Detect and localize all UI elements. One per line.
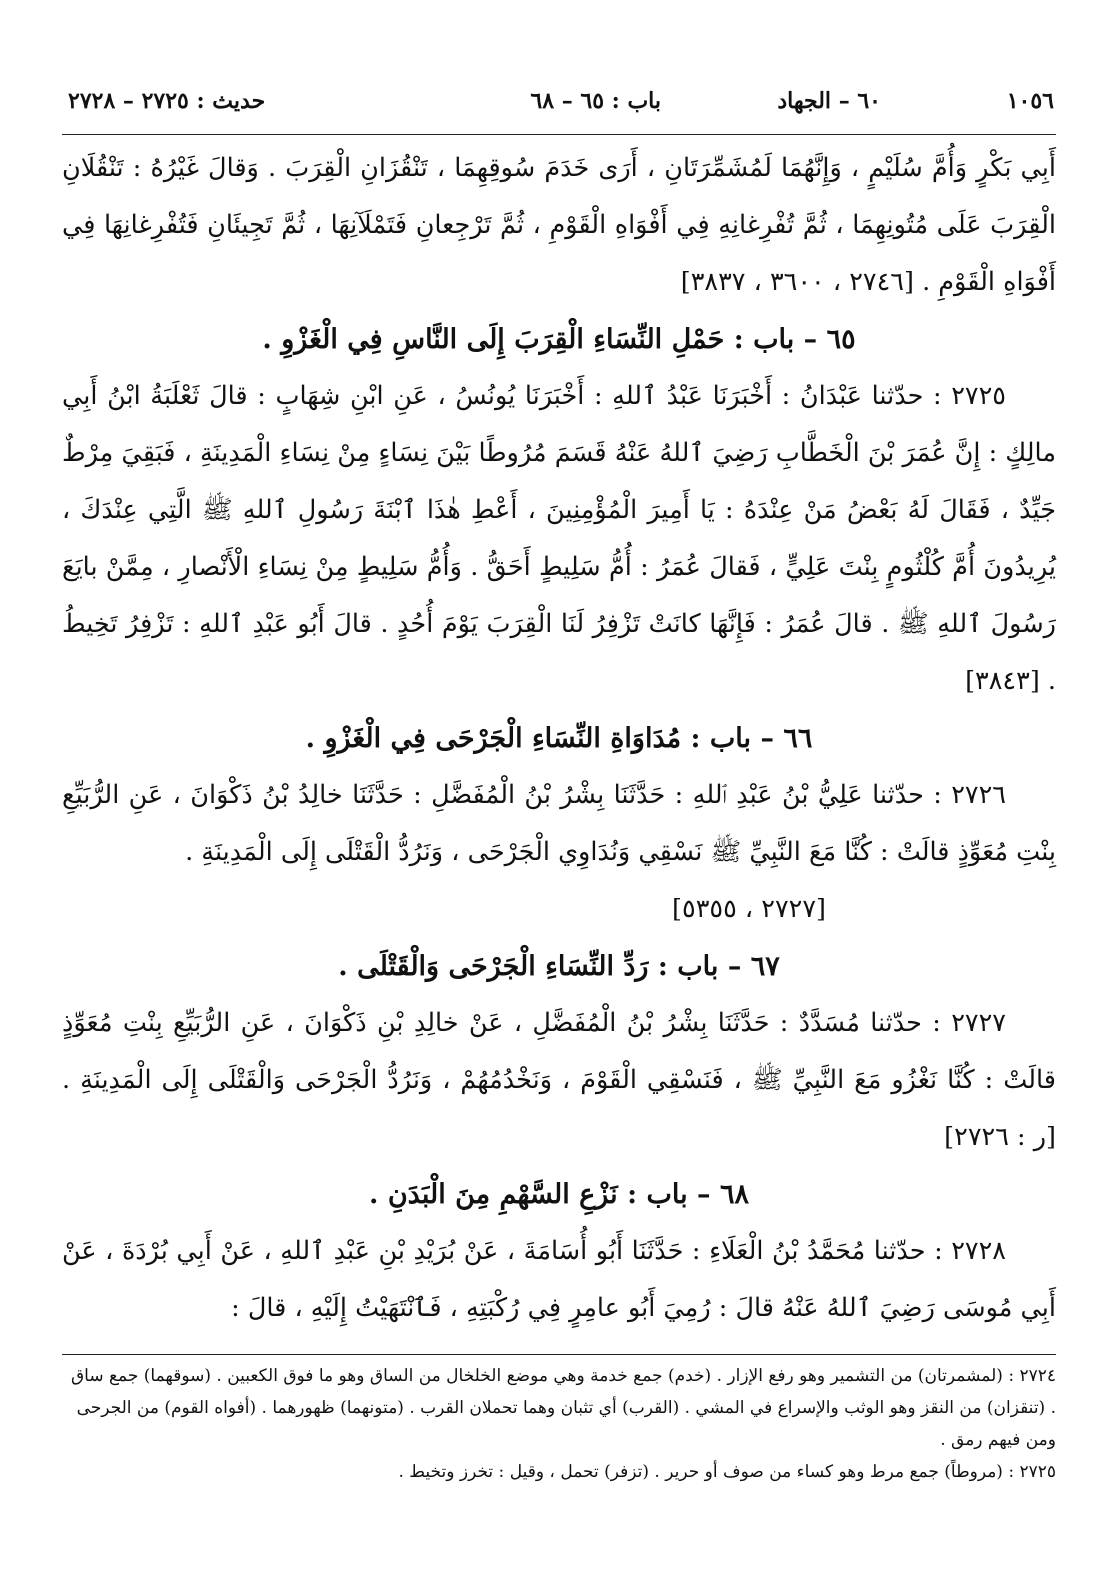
- hadith-2728: [62, 1223, 1056, 1337]
- hadith-text: ٢٧٢٧ : حدّثنا مُسَدَّدٌ : حَدَّثَنَا بِشْرُ بْنُ الْمُفَضَّلِ ، عَنْ خالِدِ بْنِ ذَكْوَانَ ، عَنِ الرُّبَيِّعِ بِنْتِ مُعَوِّذٍ قالَتْ : كُنَّا نَغْزُو مَعَ النَّبِيِّ ﷺ ، فَنَسْقِي الْقَوْمَ ، وَنَخْدُمُهُمْ ، وَنَرُدُّ الْجَرْحَى وَالْقَتْلَى إِلَى الْمَدِينَةِ .: [62, 1008, 1056, 1095]
- bab-label: ٦٧ – باب :: [657, 951, 780, 982]
- hadith-2725: [62, 368, 1056, 710]
- footnote-2724: ٢٧٢٤ : (لمشمرتان) من التشمير وهو رفع الإزار . (خدم) جمع خدمة وهي موضع الخلخال من الساق وهو ما فوق الكعبين . (سوقهما) جمع ساق . (تنقزان) من النقز وهو الوثب والإسراع في المشي . (القرب) أي تثبان وهما تحملان القرب . (متونهما) ظهورهما . (أفواه القوم) من الجرحى ومن فيهم رمق .: [70, 1366, 1056, 1450]
- bab-title: نَزْعِ السَّهْمِ مِنَ الْبَدَنِ .: [369, 1179, 618, 1210]
- hadith-text: ٢٧٢٨ : حدّثنا مُحَمَّدُ بْنُ الْعَلَاءِ : حَدَّثَنَا أَبُو أُسَامَةَ ، عَنْ بُرَيْدِ بْنِ عَبْدِ ٱللهِ ، عَنْ أَبِي بُرْدَةَ ، عَنْ أَبِي مُوسَى رَضِيَ ٱللهُ عَنْهُ قالَ : رُمِيَ أَبُو عامِرٍ فِي رُكْبَتِهِ ، فَٱنْتَهَيْتُ إِلَيْهِ ، قالَ :: [62, 1236, 1056, 1323]
- cross-reference: [ر : ٢٧٢٦]: [944, 1122, 1056, 1152]
- main-text: [62, 140, 1056, 1337]
- bab-heading-65: [62, 311, 1056, 368]
- hadith-range: حديث : ٢٧٢٥ – ٢٧٢٨: [68, 88, 266, 114]
- cross-reference: [٢٧٤٦ ، ٣٦٠٠ ، ٣٨٣٧]: [680, 267, 914, 297]
- page-header: [62, 82, 1056, 126]
- cross-reference: [٣٨٤٣]: [965, 666, 1040, 696]
- hadith-2726-ref-line: [62, 881, 1056, 938]
- bab-title: رَدِّ النِّسَاءِ الْجَرْحَى وَالْقَتْلَى .: [338, 951, 649, 982]
- footnote-divider: [62, 1354, 1056, 1355]
- hadith-2727: [62, 995, 1056, 1166]
- bab-title: حَمْلِ النِّسَاءِ الْقِرَبَ إِلَى النَّاسِ فِي الْغَزْوِ .: [262, 324, 725, 355]
- page-number: ١٠٥٦: [1006, 88, 1054, 114]
- bab-range: باب : ٦٥ – ٦٨: [530, 88, 661, 114]
- bab-title: مُدَاوَاةِ النِّسَاءِ الْجَرْحَى فِي الْغَزْوِ .: [305, 723, 682, 754]
- hadith-text: ٢٧٢٦ : حدّثنا عَلِيُّ بْنُ عَبْدِ ٱللهِ : حَدَّثَنَا بِشْرُ بْنُ الْمُفَضَّلِ : حَدَّثَنَا خالِدُ بْنُ ذَكْوَانَ ، عَنِ الرُّبَيِّعِ بِنْتِ مُعَوِّذٍ قالَتْ : كُنَّا مَعَ النَّبِيِّ ﷺ نَسْقِي وَنُدَاوِي الْجَرْحَى ، وَنَرُدُّ الْقَتْلَى إِلَى الْمَدِينَةِ .: [62, 780, 1056, 867]
- bab-label: ٦٥ – باب :: [733, 324, 856, 355]
- cross-reference: [٢٧٢٧ ، ٥٣٥٥]: [672, 894, 826, 924]
- bab-heading-67: [62, 938, 1056, 995]
- header-divider: [62, 134, 1056, 135]
- bab-heading-66: [62, 710, 1056, 767]
- hadith-2726: [62, 767, 1056, 881]
- bab-label: ٦٨ – باب :: [627, 1179, 749, 1210]
- footnotes: [62, 1360, 1056, 1488]
- continuation-text: أَبِي بَكْرٍ وَأُمَّ سُلَيْمٍ ، وَإِنَّهُمَا لَمُشَمِّرَتَانِ ، أَرَى خَدَمَ سُوقِهِمَا ، تَنْقُزَانِ الْقِرَبَ . وَقالَ غَيْرُهُ : تَنْقُلَانِ الْقِرَبَ عَلَى مُتُونِهِمَا ، ثُمَّ تُفْرِغانِهِ فِي أَفْوَاهِ الْقَوْمِ ، ثُمَّ تَرْجِعانِ فَتَمْلَآنِهَا ، ثُمَّ تَجِيئَانِ فَتُفْرِغانِهَا فِي أَفْوَاهِ الْقَوْمِ .: [62, 153, 1056, 297]
- footnote-2725: ٢٧٢٥ : (مروطاً) جمع مرط وهو كساء من صوف أو حرير . (تزفر) تحمل ، وقيل : تخرز وتخيط .: [398, 1462, 1056, 1482]
- book-title: ٦٠ – الجهاد: [777, 88, 881, 114]
- bab-label: ٦٦ – باب :: [690, 723, 813, 754]
- hadith-text: ٢٧٢٥ : حدّثنا عَبْدَانُ : أَخْبَرَنَا عَبْدُ ٱللهِ : أَخْبَرَنَا يُونُسُ ، عَنِ ابْنِ شِهَابٍ : قالَ ثَعْلَبَةُ ابْنُ أَبِي مالِكٍ : إِنَّ عُمَرَ بْنَ الْخَطَّابِ رَضِيَ ٱللهُ عَنْهُ قَسَمَ مُرُوطًا بَيْنَ نِسَاءٍ مِنْ نِسَاءِ الْمَدِينَةِ ، فَبَقِيَ مِرْطٌ جَيِّدٌ ، فَقَالَ لَهُ بَعْضُ مَنْ عِنْدَهُ : يَا أَمِيرَ الْمُؤْمِنِينَ ، أَعْطِ هٰذَا ٱبْنَةَ رَسُولِ ٱللهِ ﷺ الَّتِي عِنْدَكَ ، يُرِيدُونَ أُمَّ كُلْثُومٍ بِنْتَ عَلِيٍّ ، فَقالَ عُمَرُ : أُمُّ سَلِيطٍ أَحَقُّ . وَأُمُّ سَلِيطٍ مِنْ نِسَاءِ الْأَنْصارِ ، مِمَّنْ بايَعَ رَسُولَ ٱللهِ ﷺ . قالَ عُمَرُ : فَإِنَّهَا كانَتْ تَزْفِرُ لَنَا الْقِرَبَ يَوْمَ أُحُدٍ . قالَ أَبُو عَبْدِ ٱللهِ : تَزْفِرُ تَخِيطُ .: [62, 381, 1056, 696]
- bab-heading-68: [62, 1166, 1056, 1223]
- book-page: [62, 0, 1056, 1585]
- hadith-continuation: [62, 140, 1056, 311]
